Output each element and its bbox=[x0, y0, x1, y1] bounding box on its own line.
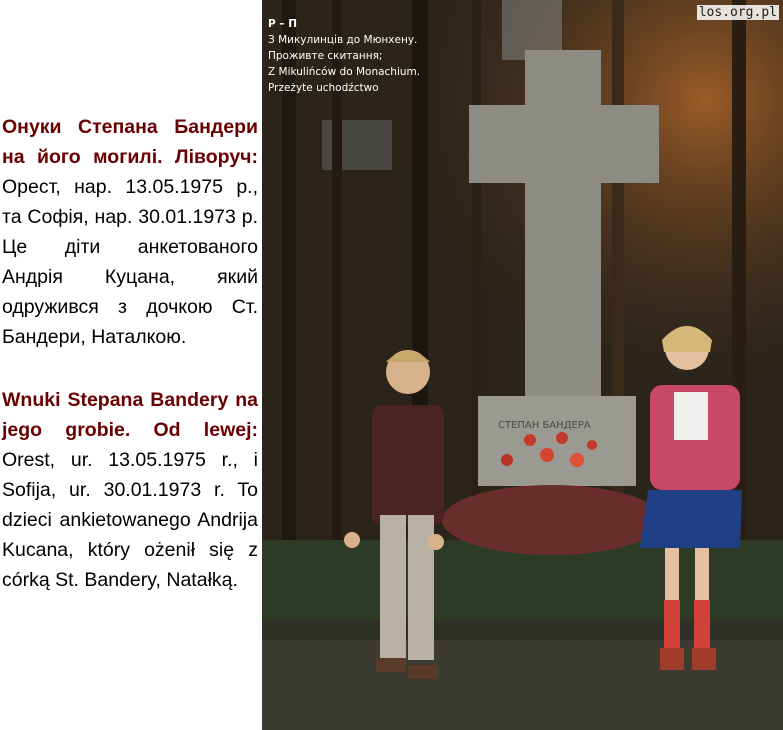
overlay-line-3: Z Mikulińców do Monachium. bbox=[268, 66, 421, 78]
caption-pl-text: Orest, ur. 13.05.1975 r., i Sofija, ur. 30.01.1973 r. To dzieci ankietowanego Andrija Kucana, który ożenił się z córką St. Bandery, Natałką. bbox=[2, 449, 258, 591]
overlay-line-2: Проживте скитання; bbox=[268, 50, 383, 62]
overlay-line-1: З Микулинців до Мюнхену. bbox=[268, 34, 418, 46]
site-watermark: los.org.pl bbox=[698, 5, 777, 20]
caption-pl-heading: Wnuki Stepana Bandery na jego grobie. Od lewej: bbox=[2, 389, 258, 441]
overlay-line-4: Przeżyte uchodźctwo bbox=[268, 82, 379, 94]
photo-caption-overlay bbox=[268, 16, 468, 96]
caption-block bbox=[2, 112, 258, 628]
photo-scene bbox=[262, 0, 783, 730]
cross-vertical bbox=[525, 50, 601, 400]
caption-ua-text: Орест, нар. 13.05.1975 р., та Софія, нар. 30.01.1973 р. Це діти анкетованого Андрія Куцана, який одружився з дочкою Ст. Бандери, Наталкою. bbox=[2, 176, 258, 348]
caption-ukrainian bbox=[2, 112, 258, 352]
overlay-tag: Р – П bbox=[268, 18, 298, 30]
caption-polish bbox=[2, 385, 258, 595]
caption-ua-heading: Онуки Степана Бандери на його могилі. Ліворуч: bbox=[2, 116, 258, 168]
grave-photo bbox=[262, 0, 783, 730]
grave-inscription: СТЕПАН БАНДЕРА bbox=[498, 420, 591, 431]
cross-horizontal bbox=[469, 105, 659, 183]
